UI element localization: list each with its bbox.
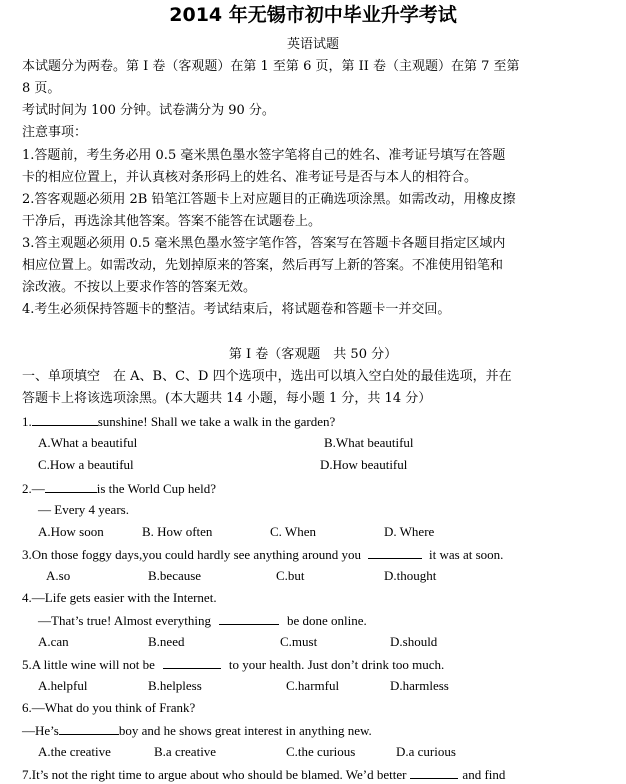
- question-7-stem-end: and find: [462, 767, 506, 782]
- notes-label: 注意事项：: [22, 125, 88, 140]
- section-title: 第 I 卷（客观题 共 50 分）: [228, 347, 398, 362]
- exam-subtitle: 英语试题: [286, 37, 339, 52]
- question-3-stem-end: it was at soon.: [429, 547, 504, 562]
- question-4-reply: [38, 611, 367, 630]
- q4-option-a: A.can: [38, 634, 69, 649]
- answer-blank: [163, 655, 221, 669]
- question-1-prefix: 1.: [22, 414, 32, 429]
- question-6-stem-start: —He’s: [22, 723, 59, 738]
- q4-option-c: C.must: [280, 634, 318, 649]
- question-1-stem: sunshine! Shall we take a walk in the garden?: [97, 414, 336, 429]
- q1-option-d: D.How beautiful: [320, 457, 408, 472]
- answer-blank: [32, 412, 98, 426]
- note-3-line-1: 3.答主观题必须用 0.5 毫米黑色墨水签字笔作答，答案写在答题卡各题目指定区域内: [22, 236, 506, 251]
- q3-option-a: A.so: [46, 568, 71, 583]
- q3-option-c: C.but: [276, 568, 305, 583]
- question-4-stem-start: —That’s true! Almost everything: [38, 613, 211, 628]
- note-3-line-3: 涂改液。不按以上要求作答的答案无效。: [22, 280, 257, 295]
- answer-blank: [219, 611, 279, 625]
- question-7: [22, 765, 505, 784]
- question-7-stem-start: 7.It’s not the right time to argue about who should be blamed. We’d better: [22, 767, 407, 782]
- question-5-stem-start: 5.A little wine will not be: [22, 657, 155, 672]
- question-2: [22, 479, 216, 498]
- question-2-reply: — Every 4 years.: [38, 502, 129, 517]
- question-3: [22, 545, 503, 564]
- question-6: 6.—What do you think of Frank?: [22, 700, 196, 715]
- q5-option-c: C.harmful: [286, 678, 340, 693]
- question-5-stem-end: to your health. Just don’t drink too much.: [228, 657, 445, 672]
- q1-option-a: A.What a beautiful: [38, 435, 138, 450]
- q2-option-c: C. When: [270, 524, 316, 539]
- question-4: 4.—Life gets easier with the Internet.: [22, 590, 217, 605]
- answer-blank: [410, 765, 458, 779]
- intro-line-1: 本试题分为两卷。第 I 卷（客观题）在第 1 至第 6 页，第 II 卷（主观题）在第 7 至第: [22, 59, 520, 74]
- part-instructions-line-1: 一、单项填空 在 A、B、C、D 四个选项中，选出可以填入空白处的最佳选项，并在: [22, 369, 512, 384]
- note-4: 4.考生必须保持答题卡的整洁。考试结束后，将试题卷和答题卡一并交回。: [22, 302, 451, 317]
- question-1: [22, 412, 335, 431]
- question-2-prefix: 2.—: [22, 481, 45, 496]
- q5-option-d: D.harmless: [390, 678, 449, 693]
- q3-option-d: D.thought: [384, 568, 437, 583]
- question-3-stem-start: 3.On those foggy days,you could hardly see anything around you: [22, 547, 362, 562]
- note-3-line-2: 相应位置上。如需改动，先划掉原来的答案，然后再写上新的答案。不准使用铅笔和: [22, 258, 504, 273]
- intro-line-2: 8 页。: [22, 81, 61, 96]
- note-2-line-1: 2.答客观题必须用 2B 铅笔江答题卡上对应题目的正确选项涂黑。如需改动，用橡皮擦: [22, 192, 516, 207]
- q2-option-a: A.How soon: [38, 524, 104, 539]
- part-instructions-line-2: 答题卡上将该选项涂黑。(本大题共 14 小题，每小题 1 分，共 14 分）: [22, 391, 432, 406]
- question-6-stem-end: boy and he shows great interest in anything new.: [118, 723, 372, 738]
- answer-blank: [59, 721, 119, 735]
- answer-blank: [368, 545, 422, 559]
- q6-option-c: C.the curious: [286, 744, 356, 759]
- q1-option-b: B.What beautiful: [324, 435, 414, 450]
- note-1-line-1: 1.答题前，考生务必用 0.5 毫米黑色墨水签字笔将自己的姓名、准考证号填写在答题: [22, 148, 506, 163]
- note-2-line-2: 干净后，再选涂其他答案。答案不能答在试题卷上。: [22, 214, 322, 229]
- q3-option-b: B.because: [148, 568, 202, 583]
- question-2-stem: is the World Cup held?: [96, 481, 217, 496]
- question-6-reply: [22, 721, 372, 740]
- question-4-stem-end: be done online.: [286, 613, 367, 628]
- note-1-line-2: 卡的相应位置上，并认真核对条形码上的姓名、准考证号是否与本人的相符合。: [22, 170, 478, 185]
- q4-option-b: B.need: [148, 634, 185, 649]
- q1-option-c: C.How a beautiful: [38, 457, 134, 472]
- q6-option-a: A.the creative: [38, 744, 111, 759]
- q5-option-a: A.helpful: [38, 678, 88, 693]
- q2-option-b: B. How often: [142, 524, 213, 539]
- q6-option-d: D.a curious: [396, 744, 456, 759]
- q2-option-d: D. Where: [384, 524, 435, 539]
- exam-title: 2014 年无锡市初中毕业升学考试: [169, 4, 457, 26]
- q4-option-d: D.should: [390, 634, 438, 649]
- q5-option-b: B.helpless: [148, 678, 202, 693]
- question-5: [22, 655, 444, 674]
- q6-option-b: B.a creative: [154, 744, 217, 759]
- intro-line-3: 考试时间为 100 分钟。试卷满分为 90 分。: [22, 103, 275, 118]
- answer-blank: [45, 479, 97, 493]
